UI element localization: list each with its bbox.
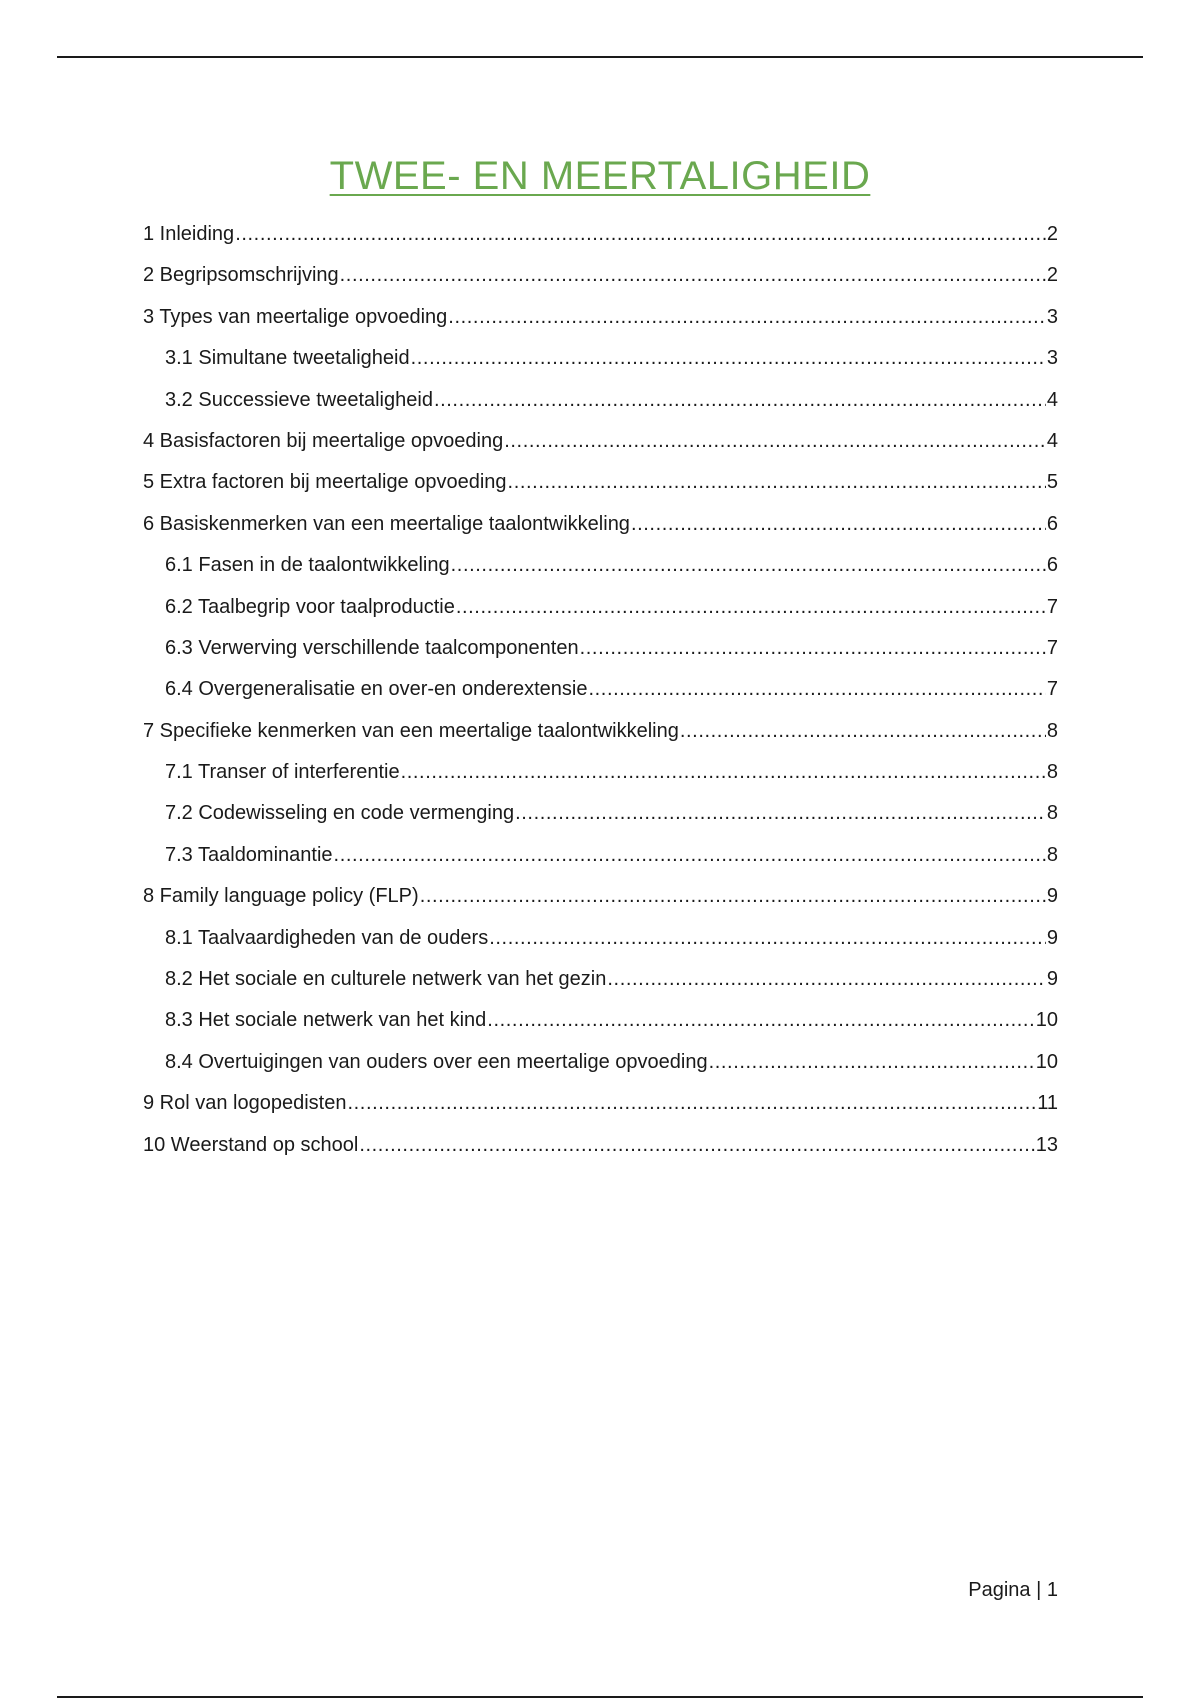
toc-entry-page-number: 7 xyxy=(1046,595,1058,618)
table-of-contents xyxy=(143,219,1058,1171)
toc-entry-label: 8.4 Overtuigingen van ouders over een meertalige opvoeding xyxy=(165,1050,708,1073)
toc-dot-leader xyxy=(420,881,1046,911)
toc-dot-leader xyxy=(631,509,1046,539)
toc-entry-label: 9 Rol van logopedisten xyxy=(143,1092,347,1115)
toc-entry[interactable] xyxy=(143,1130,1058,1171)
toc-dot-leader xyxy=(448,302,1046,332)
toc-dot-leader xyxy=(401,757,1046,787)
toc-dot-leader xyxy=(588,674,1045,704)
toc-entry-label: 1 Inleiding xyxy=(143,223,235,245)
toc-entry-label: 6.2 Taalbegrip voor taalproductie xyxy=(165,595,455,618)
toc-dot-leader xyxy=(487,1005,1034,1035)
toc-entry[interactable] xyxy=(143,467,1058,508)
toc-entry[interactable] xyxy=(143,219,1058,260)
toc-dot-leader xyxy=(607,964,1046,994)
toc-entry[interactable] xyxy=(143,923,1058,964)
toc-entry-label: 3.2 Successieve tweetaligheid xyxy=(165,388,433,411)
toc-entry-page-number: 9 xyxy=(1046,885,1058,908)
toc-entry-page-number: 6 xyxy=(1046,554,1058,577)
toc-entry[interactable] xyxy=(143,798,1058,839)
toc-entry-label: 8.1 Taalvaardigheden van de ouders xyxy=(165,926,489,949)
toc-entry[interactable] xyxy=(143,716,1058,757)
toc-dot-leader xyxy=(334,840,1046,870)
toc-entry-label: 8 Family language policy (FLP) xyxy=(143,885,419,908)
toc-entry-label: 6.1 Fasen in de taalontwikkeling xyxy=(165,554,450,577)
toc-dot-leader xyxy=(340,260,1046,290)
toc-entry-page-number: 13 xyxy=(1035,1133,1058,1156)
toc-entry[interactable] xyxy=(143,592,1058,633)
toc-entry[interactable] xyxy=(143,343,1058,384)
toc-entry[interactable] xyxy=(143,1005,1058,1046)
toc-entry-page-number: 7 xyxy=(1046,678,1058,701)
toc-entry[interactable] xyxy=(143,881,1058,922)
toc-dot-leader xyxy=(434,385,1046,415)
toc-entry-label: 8.3 Het sociale netwerk van het kind xyxy=(165,1009,487,1032)
toc-dot-leader xyxy=(235,219,1046,249)
toc-entry-page-number: 8 xyxy=(1046,761,1058,784)
toc-entry-label: 4 Basisfactoren bij meertalige opvoeding xyxy=(143,429,504,452)
toc-entry[interactable] xyxy=(143,509,1058,550)
toc-entry-page-number: 4 xyxy=(1046,388,1058,411)
toc-entry[interactable] xyxy=(143,633,1058,674)
toc-entry-label: 3 Types van meertalige opvoeding xyxy=(143,305,448,328)
toc-entry-page-number: 10 xyxy=(1035,1050,1058,1073)
toc-entry-label: 7.2 Codewisseling en code vermenging xyxy=(165,802,515,825)
toc-entry-page-number: 9 xyxy=(1046,968,1058,991)
toc-entry-page-number: 8 xyxy=(1046,802,1058,825)
toc-entry-label: 5 Extra factoren bij meertalige opvoeding xyxy=(143,471,507,494)
toc-dot-leader xyxy=(508,467,1046,497)
toc-entry-page-number: 10 xyxy=(1035,1009,1058,1032)
toc-entry-page-number: 3 xyxy=(1046,347,1058,370)
toc-entry-page-number: 8 xyxy=(1046,719,1058,742)
toc-entry-page-number: 2 xyxy=(1046,264,1058,287)
toc-entry-label: 7.1 Transer of interferentie xyxy=(165,761,400,784)
toc-entry[interactable] xyxy=(143,302,1058,343)
toc-dot-leader xyxy=(456,592,1046,622)
toc-entry[interactable] xyxy=(143,1088,1058,1129)
toc-entry[interactable] xyxy=(143,260,1058,301)
toc-entry-page-number: 5 xyxy=(1046,471,1058,494)
toc-entry-label: 3.1 Simultane tweetaligheid xyxy=(165,347,410,370)
toc-entry-page-number: 4 xyxy=(1046,429,1058,452)
document-title: TWEE- EN MEERTALIGHEID xyxy=(329,154,871,198)
toc-entry-page-number: 3 xyxy=(1046,305,1058,328)
toc-entry-label: 7 Specifieke kenmerken van een meertalige taalontwikkeling xyxy=(143,719,679,742)
header-rule xyxy=(57,56,1143,58)
toc-entry-label: 8.2 Het sociale en culturele netwerk van het gezin xyxy=(165,968,607,991)
toc-dot-leader xyxy=(504,426,1046,456)
toc-entry-label: 10 Weerstand op school xyxy=(143,1133,359,1156)
toc-entry-page-number: 7 xyxy=(1046,636,1058,659)
toc-dot-leader xyxy=(680,716,1046,746)
toc-dot-leader xyxy=(709,1047,1035,1077)
toc-entry-page-number: 8 xyxy=(1046,843,1058,866)
toc-entry-label: 6 Basiskenmerken van een meertalige taalontwikkeling xyxy=(143,512,630,535)
page-number-footer: Pagina | 1 xyxy=(968,1579,1058,1601)
footer-rule xyxy=(57,1696,1143,1698)
toc-entry-label: 6.3 Verwerving verschillende taalcomponenten xyxy=(165,636,579,659)
toc-dot-leader xyxy=(347,1088,1036,1118)
toc-entry[interactable] xyxy=(143,550,1058,591)
toc-dot-leader xyxy=(359,1130,1034,1160)
toc-dot-leader xyxy=(580,633,1046,663)
toc-dot-leader xyxy=(489,923,1046,953)
toc-entry[interactable] xyxy=(143,426,1058,467)
toc-entry-page-number: 9 xyxy=(1046,926,1058,949)
toc-entry-label: 2 Begripsomschrijving xyxy=(143,264,339,287)
toc-entry-page-number: 2 xyxy=(1046,223,1058,245)
toc-entry[interactable] xyxy=(143,1047,1058,1088)
toc-entry-label: 7.3 Taaldominantie xyxy=(165,843,333,866)
toc-entry[interactable] xyxy=(143,757,1058,798)
toc-dot-leader xyxy=(515,798,1046,828)
toc-entry-label: 6.4 Overgeneralisatie en over-en onderextensie xyxy=(165,678,588,701)
toc-entry[interactable] xyxy=(143,385,1058,426)
toc-entry[interactable] xyxy=(143,674,1058,715)
toc-entry[interactable] xyxy=(143,964,1058,1005)
toc-entry-page-number: 11 xyxy=(1037,1092,1058,1115)
toc-entry-page-number: 6 xyxy=(1046,512,1058,535)
toc-entry[interactable] xyxy=(143,840,1058,881)
toc-dot-leader xyxy=(451,550,1046,580)
toc-dot-leader xyxy=(411,343,1046,373)
